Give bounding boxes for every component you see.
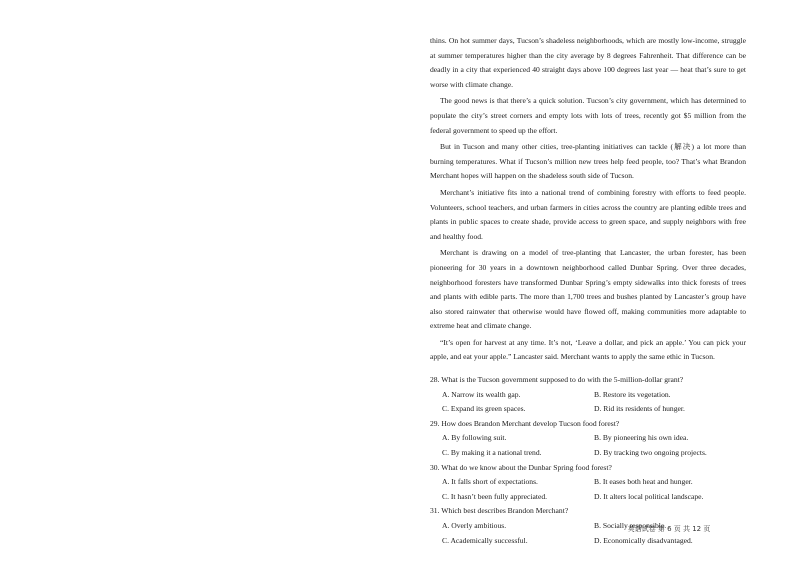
passage-paragraph: Merchant is drawing on a model of tree-planting that Lancaster, the urban forester, has been pioneering for 30 years in a downtown neighborhood called Dunbar Spring. Over three decades, neighborhood foresters have transformed Dunbar Spring’s empty sidewalks into thick forests of trees and plants with edible parts. The more than 1,700 trees and bushes planted by Lancaster’s group have also stored rainwater that otherwise would have flowed off, making communities more adaptable to extreme heat and climate change. — [430, 248, 746, 331]
question-28 — [430, 373, 746, 417]
option-c: C. It hasn’t been fully appreciated. — [442, 491, 548, 501]
option-b: B. By pioneering his own idea. — [594, 433, 689, 443]
question-30 — [430, 461, 746, 505]
option-d: D. Rid its residents of hunger. — [594, 404, 685, 414]
passage-paragraph: The good news is that there’s a quick solution. Tucson’s city government, which has determined to populate the city’s street corners and empty lots with lots of trees, recently got $5 million from the federal government to speed up the effort. — [430, 96, 746, 135]
option-d: D. By tracking two ongoing projects. — [594, 448, 707, 458]
question-list — [430, 373, 746, 548]
option-a: A. Overly ambitious. — [442, 521, 507, 530]
question-stem: 30. What do we know about the Dunbar Spring food forest? — [430, 462, 612, 472]
option-a: A. It falls short of expectations. — [442, 477, 538, 487]
question-stem: 31. Which best describes Brandon Merchant? — [430, 506, 569, 516]
page-footer — [0, 524, 800, 534]
question-stem: 28. What is the Tucson government supposed to do with the 5-million-dollar grant? — [430, 375, 684, 385]
reading-passage — [430, 34, 746, 365]
option-a: A. By following suit. — [442, 433, 507, 443]
passage-paragraph: But in Tucson and many other cities, tree-planting initiatives can tackle (解决) a lot more than burning temperatures. What if Tucson’s million new trees help feed people, too? That’s what Brandon Merchant hopes will happen on the shadeless south side of Tucson. — [430, 142, 746, 181]
option-grid — [430, 475, 746, 504]
option-b: B. Restore its vegetation. — [594, 389, 671, 399]
option-c: C. Expand its green spaces. — [442, 404, 526, 414]
option-a: A. Narrow its wealth gap. — [442, 389, 521, 399]
option-grid — [430, 388, 746, 417]
option-c: C. Academically successful. — [442, 535, 528, 545]
question-stem: 29. How does Brandon Merchant develop Tucson food forest? — [430, 418, 620, 428]
option-d: D. It alters local political landscape. — [594, 491, 704, 501]
question-29 — [430, 417, 746, 461]
option-b: B. Socially responsible. — [594, 521, 667, 530]
page-number-text: 英语试卷 第 6 页 共 12 页 — [627, 525, 711, 533]
option-c: C. By making it a national trend. — [442, 448, 542, 458]
option-grid — [430, 431, 746, 460]
option-d: D. Economically disadvantaged. — [594, 535, 693, 545]
passage-paragraph: thins. On hot summer days, Tucson’s shadeless neighborhoods, which are mostly low-income, struggle at summer temperatures higher than the city average by 8 degrees Fahrenheit. That difference can be deadly in a city that experienced 40 straight days above 100 degrees last year — heat that’s sure to get worse with climate change. — [430, 36, 746, 89]
passage-paragraph: “It’s open for harvest at any time. It’s not, ‘Leave a dollar, and pick an apple.’ You can pick your apple, and eat your apple.” Lancaster said. Merchant wants to apply the same ethic in Tucson. — [430, 337, 746, 362]
exam-page — [430, 34, 746, 548]
passage-paragraph: Merchant’s initiative fits into a national trend of combining forestry with efforts to feed people. Volunteers, school teachers, and urban farmers in cities across the country are planting edible trees and plants in public spaces to create shade, provide access to green space, and supply neighbors with free and healthy food. — [430, 187, 746, 241]
option-b: B. It eases both heat and hunger. — [594, 477, 693, 487]
